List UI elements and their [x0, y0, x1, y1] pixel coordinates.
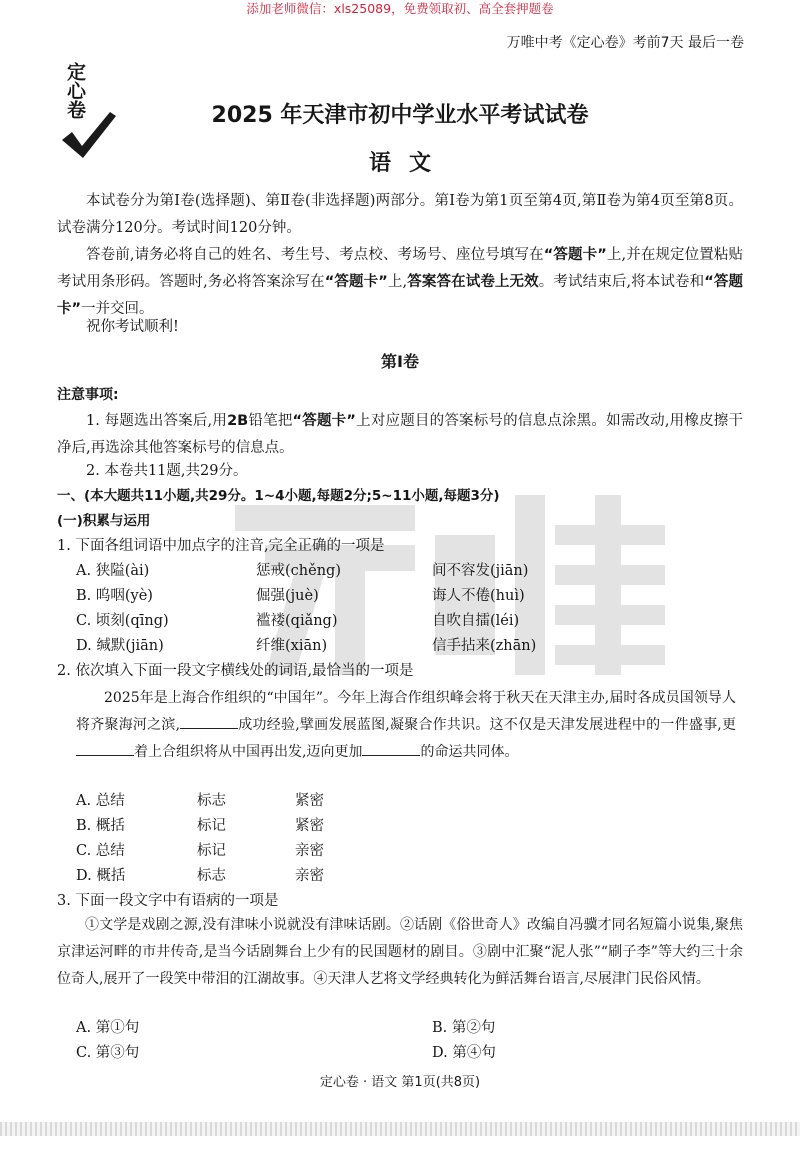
q3-passage: ①文学是戏剧之源,没有津味小说就没有津味话剧。②话剧《俗世奇人》改编自冯骥才同名短篇小说集,聚焦京津运河畔的市井传奇,是当今话剧舞台上少有的民国题材的剧目。③剧中汇聚“泥人张”“刷子李”等大约三十余位奇人,展开了一段笑中带泪的江湖故事。④天津人艺将文学经典转化为鲜活舞台语言,尽展津门民俗风情。: [57, 917, 743, 987]
answer-blank: [76, 741, 134, 756]
intro2-text: 一并交回。: [81, 301, 154, 317]
q3-option-b: B. 第②句: [432, 1020, 496, 1036]
answer-blank: [180, 714, 238, 729]
intro2-text: 答卷前,请务必将自己的姓名、考生号、考点校、考场号、座位号填写在: [86, 247, 544, 263]
q2-option-a-3: 紧密: [295, 793, 324, 809]
q3-option-a: A. 第①句: [76, 1020, 140, 1036]
q1-stem: 1. 下面各组词语中加点字的注音,完全正确的一项是: [57, 538, 385, 554]
q1-option-a-2: 惩戒(chěng): [256, 563, 341, 579]
q2-option-a-1: A. 总结: [76, 793, 125, 809]
q2-option-d-1: D. 概括: [76, 868, 126, 884]
q1-option-d-2: 纤维(xiān): [256, 638, 328, 654]
q1-option-c-1: C. 顷刻(qīng): [76, 613, 169, 629]
answer-card-term: “答题卡”: [324, 274, 388, 290]
section-title: 一、(本大题共11小题,共29分。1~4小题,每题2分;5~11小题,每题3分): [57, 488, 500, 504]
stamp-logo-text: 定心卷: [64, 62, 86, 119]
note1-text: 上对应题目的答案标号的信息点涂黑。如需改动,用橡皮擦干净后,再选涂其他答案标号的信息点。: [57, 413, 743, 456]
answer-card-term: “答题卡”: [543, 247, 607, 263]
q2-option-b-2: 标记: [197, 818, 226, 834]
q1-option-d-1: D. 缄默(jiān): [76, 638, 164, 654]
q2-option-c-3: 亲密: [295, 843, 324, 859]
note1-text: 铅笔把: [248, 413, 293, 429]
answer-card-term: “答题卡”: [57, 274, 744, 317]
intro-paragraph-1: 本试卷分为第Ⅰ卷(选择题)、第Ⅱ卷(非选择题)两部分。第Ⅰ卷为第1页至第4页,第Ⅱ卷为第4页至第8页。试卷满分120分。考试时间120分钟。: [57, 193, 743, 236]
exam-title: 2025 年天津市初中学业水平考试试卷: [211, 103, 589, 128]
q2-passage: [76, 685, 736, 766]
q2-option-b-1: B. 概括: [76, 818, 125, 834]
page-footer: 定心卷 · 语文 第1页(共8页): [319, 1075, 481, 1090]
intro2-text: 。考试结束后,将本试卷和: [538, 274, 705, 290]
note-2: 2. 本卷共11题,共29分。: [86, 463, 248, 479]
answer-card-term: “答题卡”: [292, 413, 356, 429]
q2-option-b-3: 紧密: [295, 818, 324, 834]
note-1: [57, 408, 743, 462]
q1-option-c-2: 褴褛(qiǎng): [256, 613, 338, 629]
q1-option-c-3: 自吹自擂(léi): [432, 613, 520, 629]
intro-paragraph-2: [57, 242, 743, 323]
q2-passage-text: 2025年是上海合作组织的“中国年”。今年上海合作组织峰会将于秋天在天津主办,届时各成员国领导人将齐聚海河之滨,: [76, 690, 736, 733]
q2-passage-text: 成功经验,擘画发展蓝图,凝聚合作共识。这不仅是天津发展进程中的一件盛事,更: [238, 717, 736, 733]
note1-text: 1. 每题选出答案后,用: [86, 413, 228, 429]
notes-title: 注意事项:: [57, 387, 119, 403]
good-luck-text: 祝你考试顺利!: [86, 319, 179, 335]
q3-option-d: D. 第④句: [432, 1045, 496, 1061]
q3-option-c: C. 第③句: [76, 1045, 140, 1061]
promo-banner: 添加老师微信：xls25089，免费领取初、高全套押题卷: [246, 1, 554, 16]
q2-option-a-2: 标志: [197, 793, 226, 809]
q2-option-c-2: 标记: [197, 843, 226, 859]
q1-option-a-1: A. 狭隘(ài): [76, 563, 150, 579]
q1-option-a-3: 间不容发(jiān): [432, 563, 529, 579]
invalid-answer-warning: 答案答在试卷上无效: [407, 274, 539, 290]
q2-option-c-1: C. 总结: [76, 843, 125, 859]
q1-option-b-3: 诲人不倦(huì): [432, 588, 525, 604]
subject-title: 语文: [368, 151, 449, 176]
q2-passage-text: 的命运共同体。: [420, 744, 519, 760]
q1-option-b-2: 倔强(juè): [256, 588, 319, 604]
q2-option-d-2: 标志: [197, 868, 226, 884]
volume-heading: 第Ⅰ卷: [381, 352, 419, 371]
intro2-text: 上,并在规定位置粘贴考试用条形码。答题时,务必将答案涂写在: [57, 247, 744, 290]
answer-blank: [362, 741, 420, 756]
scan-edge-band: [0, 1122, 800, 1136]
series-label: 万唯中考《定心卷》考前7天 最后一卷: [506, 35, 744, 51]
q2-stem: 2. 依次填入下面一段文字横线处的词语,最恰当的一项是: [57, 663, 414, 679]
q2-option-d-3: 亲密: [295, 868, 324, 884]
pencil-term: 2B: [227, 413, 249, 429]
q2-passage-text: 着上合组织将从中国再出发,迈向更加: [134, 744, 363, 760]
q1-option-b-1: B. 呜咽(yè): [76, 588, 153, 604]
intro2-text: 上,: [387, 274, 408, 290]
subsection-title: (一)积累与运用: [57, 513, 151, 529]
q1-option-d-3: 信手拈来(zhān): [432, 638, 537, 654]
q3-stem: 3. 下面一段文字中有语病的一项是: [57, 893, 279, 909]
